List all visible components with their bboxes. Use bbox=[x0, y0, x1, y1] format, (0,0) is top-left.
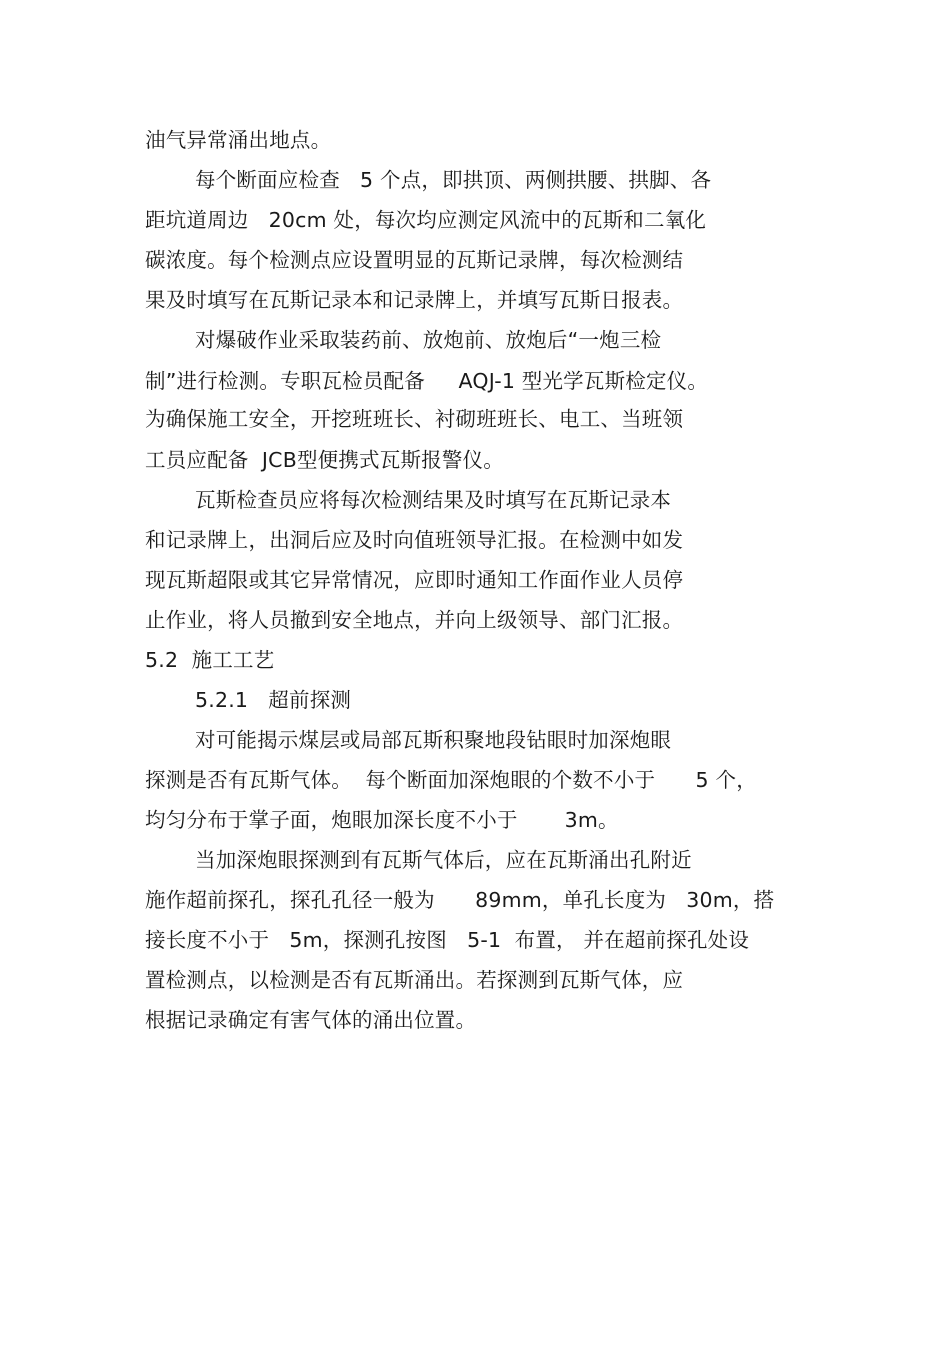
text-line-8: 为确保施工安全，开挖班班长、衬砌班班长、电工、当班领 bbox=[145, 407, 684, 431]
text-line-18: 施作超前探孔，探孔孔径一般为 89mm，单孔长度为 30m，搭 bbox=[145, 888, 775, 912]
subsection-heading: 5.2.1 超前探测 bbox=[195, 688, 352, 712]
text-line-11: 和记录牌上，出洞后应及时向值班领导汇报。在检测中如发 bbox=[145, 528, 684, 552]
text-line-16: 均匀分布于掌子面，炮眼加深长度不小于 3m。 bbox=[145, 808, 619, 832]
text-line-3: 距坑道周边 20cm 处，每次均应测定风流中的瓦斯和二氧化 bbox=[145, 208, 707, 232]
text-line-17: 当加深炮眼探测到有瓦斯气体后，应在瓦斯涌出孔附近 bbox=[195, 848, 692, 872]
text-line-1: 油气异常涌出地点。 bbox=[145, 128, 332, 152]
text-line-7: 制”进行检测。专职瓦检员配备 AQJ-1 型光学瓦斯检定仪。 bbox=[145, 369, 709, 393]
text-line-2: 每个断面应检查 5 个点，即拱顶、两侧拱腰、拱脚、各 bbox=[195, 168, 712, 192]
text-line-13: 止作业，将人员撤到安全地点，并向上级领导、部门汇报。 bbox=[145, 608, 684, 632]
text-line-5: 果及时填写在瓦斯记录本和记录牌上，并填写瓦斯日报表。 bbox=[145, 288, 684, 312]
text-line-6: 对爆破作业采取装药前、放炮前、放炮后“一炮三检 bbox=[195, 328, 662, 352]
text-line-12: 现瓦斯超限或其它异常情况，应即时通知工作面作业人员停 bbox=[145, 568, 684, 592]
text-line-14: 对可能揭示煤层或局部瓦斯积聚地段钻眼时加深炮眼 bbox=[195, 728, 672, 752]
text-line-20: 置检测点，以检测是否有瓦斯涌出。若探测到瓦斯气体，应 bbox=[145, 968, 684, 992]
text-line-21: 根据记录确定有害气体的涌出位置。 bbox=[145, 1008, 477, 1032]
text-line-19: 接长度不小于 5m，探测孔按图 5-1 布置， 并在超前探孔处设 bbox=[145, 928, 750, 952]
text-line-9: 工员应配备 JCB型便携式瓦斯报警仪。 bbox=[145, 448, 504, 472]
text-line-4: 碳浓度。每个检测点应设置明显的瓦斯记录牌，每次检测结 bbox=[145, 248, 684, 272]
section-heading: 5.2 施工工艺 bbox=[145, 648, 275, 672]
text-line-15: 探测是否有瓦斯气体。 每个断面加深炮眼的个数不小于 5 个， bbox=[145, 768, 757, 792]
text-line-10: 瓦斯检查员应将每次检测结果及时填写在瓦斯记录本 bbox=[195, 488, 672, 512]
